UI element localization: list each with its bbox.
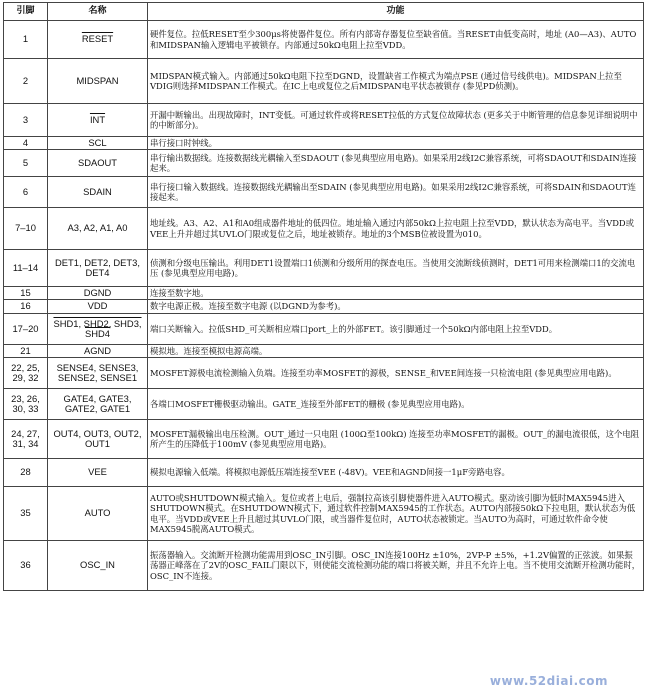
pin-cell: 3 [4,104,48,137]
table-row [4,208,644,250]
table-row [4,389,644,420]
function-cell: 振荡器输入。交流断开检测功能需用到OSC_IN引脚。OSC_IN连接100Hz ±10%，2VP-P ±5%，+1.2V偏置的正弦波。如果振荡器正峰落在了2V的OSC_FAIL门限以下，则使能交流检测功能的端口将被关断，并且不允许上电。当不使用交流断开检测功能时，OSC_IN不连接。 [148,541,644,591]
table-row [4,314,644,345]
name-cell: VEE [48,459,148,487]
table-row [4,104,644,137]
function-cell: 端口关断输入。拉低SHD_可关断相应端口port_上的外部FET。该引脚通过一个50kΩ内部电阻上拉至VDD。 [148,314,644,345]
pin-cell: 17–20 [4,314,48,345]
function-cell: 连接至数字地。 [148,287,644,300]
pin-cell: 7–10 [4,208,48,250]
table-header-row [4,3,644,21]
name-cell: VDD [48,300,148,314]
function-cell: 串行输出数据线。连接数据线光耦输入至SDAOUT (参见典型应用电路)。如果采用2线I2C兼容系统，可将SDAOUT和SDAIN连接起来。 [148,150,644,177]
table-row [4,177,644,208]
pin-cell: 21 [4,345,48,358]
table-row [4,541,644,591]
pin-cell: 23, 26, 30, 33 [4,389,48,420]
table-row [4,487,644,541]
name-cell: SCL [48,137,148,150]
table-row [4,287,644,300]
table-row [4,250,644,287]
name-cell: DET1, DET2, DET3, DET4 [48,250,148,287]
function-cell: 硬件复位。拉低RESET至少300μs将使器件复位。所有内部寄存器复位至缺省值。当RESET由低变高时，地址 (A0—A3)、AUTO和MIDSPAN输入逻辑电平被锁存。内部通过50kΩ电阻上拉至VDD。 [148,21,644,59]
table-row [4,59,644,104]
name-cell: $\overline{INT}$ [48,104,148,137]
pin-cell: 11–14 [4,250,48,287]
name-cell: RESET [48,21,148,59]
function-cell: AUTO或SHUTDOWN模式输入。复位或者上电后，强制拉高该引脚使器件进入AUTO模式。驱动该引脚为低时MAX5945进入SHUTDOWN模式。在SHUTDOWN模式下，通过软件控制MAX5945的工作状态。AUTO内部接50kΩ下拉电阻，默认状态为低电平。当VDD或VEE上升且超过其UVLO门限，或当器件复位时，AUTO状态被锁定。当AUTO为高时，可通过软件命令使MAX5945脱离AUTO模式。 [148,487,644,541]
name-cell: MIDSPAN [48,59,148,104]
function-cell: MIDSPAN模式输入。内部通过50kΩ电阻下拉至DGND，设置缺省工作模式为端点PSE (通过信号线供电)。MIDSPAN上拉至VDIG则选择MIDSPAN工作模式。在IC上电或复位之后MIDSPAN电平状态被锁存 (参见PD侦测)。 [148,59,644,104]
name-cell: SENSE4, SENSE3, SENSE2, SENSE1 [48,358,148,389]
table-row [4,459,644,487]
function-cell: 模拟电源输入低端。将模拟电源低压端连接至VEE (-48V)。VEE和AGND间接一1μF旁路电容。 [148,459,644,487]
pin-cell: 28 [4,459,48,487]
pin-cell: 5 [4,150,48,177]
watermark: www.52diai.com [489,674,608,688]
name-cell: DGND [48,287,148,300]
table-row [4,137,644,150]
pin-cell: 24, 27, 31, 34 [4,420,48,459]
pin-cell: 36 [4,541,48,591]
function-cell: 侦测和分级电压输出。利用DET1设置端口1侦测和分级所用的探查电压。当使用交流断线侦测时，DET1可用来检测端口1的交流电压 (参见典型应用电路)。 [148,250,644,287]
header-pin: 引脚 [4,3,48,21]
pin-cell: 1 [4,21,48,59]
pin-cell: 22, 25, 29, 32 [4,358,48,389]
table-row [4,345,644,358]
function-cell: MOSFET漏极输出电压检测。OUT_通过一只电阻 (100Ω至100kΩ) 连接至功率MOSFET的漏极。OUT_的漏电流很低，这个电阻所产生的压降低于100mV (参见典型应用电路)。 [148,420,644,459]
pin-cell: 4 [4,137,48,150]
pin-cell: 16 [4,300,48,314]
name-cell: SDAIN [48,177,148,208]
function-cell: 模拟地。连接至模拟电源高端。 [148,345,644,358]
name-cell: OUT4, OUT3, OUT2, OUT1 [48,420,148,459]
table-row [4,300,644,314]
table-row [4,21,644,59]
table-row [4,150,644,177]
function-cell: 串行接口时钟线。 [148,137,644,150]
name-cell: SHD1, SHD2, SHD3, SHD4 [48,314,148,345]
name-cell: SDAOUT [48,150,148,177]
name-cell: OSC_IN [48,541,148,591]
header-function: 功能 [148,3,644,21]
function-cell: 串行接口输入数据线。连接数据线光耦输出至SDAIN (参见典型应用电路)。如果采用2线I2C兼容系统，可将SDAIN和SDAOUT连接起来。 [148,177,644,208]
name-cell: GATE4, GATE3, GATE2, GATE1 [48,389,148,420]
table-row [4,420,644,459]
header-name: 名称 [48,3,148,21]
name-cell: A3, A2, A1, A0 [48,208,148,250]
name-cell: AGND [48,345,148,358]
pin-cell: 6 [4,177,48,208]
pin-cell: 15 [4,287,48,300]
pin-cell: 35 [4,487,48,541]
pin-description-table [3,2,644,591]
function-cell: 地址线。A3、A2、A1和A0组成器件地址的低四位。地址输入通过内部50kΩ上拉电阻上拉至VDD，默认状态为高电平。当VDD或VEE上升并超过其UVLO门限或复位之后，地址被锁存。地址的3个MSB位被设置为010。 [148,208,644,250]
function-cell: 数字电源正极。连接至数字电源 (以DGND为参考)。 [148,300,644,314]
function-cell: 各端口MOSFET栅极驱动输出。GATE_连接至外部FET的栅极 (参见典型应用电路)。 [148,389,644,420]
function-cell: MOSFET源极电流检测输入负端。连接至功率MOSFET的源极，SENSE_和VEE间连接一只检流电阻 (参见典型应用电路)。 [148,358,644,389]
pin-cell: 2 [4,59,48,104]
table-row [4,358,644,389]
name-cell: AUTO [48,487,148,541]
function-cell: 开漏中断输出。出现故障时，INT变低。可通过软件或将RESET拉低的方式复位故障状态 (更多关于中断管理的信息参见详细说明中的中断部分)。 [148,104,644,137]
